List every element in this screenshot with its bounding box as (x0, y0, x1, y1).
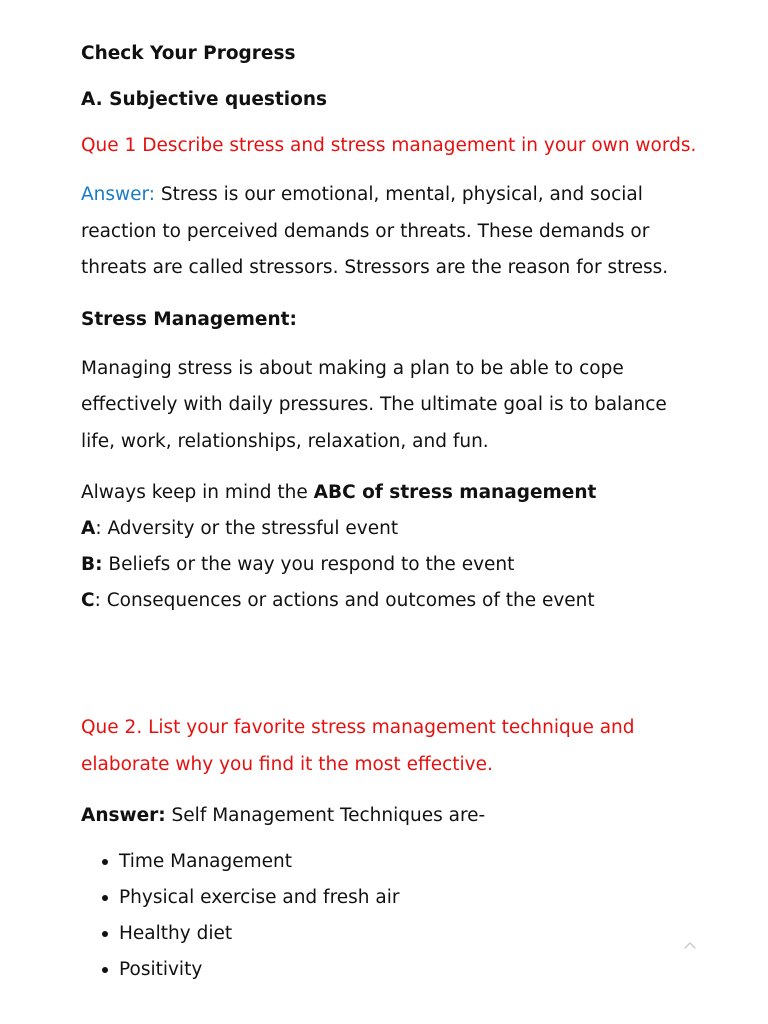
section-heading: A. Subjective questions (81, 89, 328, 110)
chevron-up-icon (683, 938, 697, 952)
answer-2-label: Answer: (81, 805, 166, 826)
abc-sep: : (94, 590, 107, 611)
list-item: Physical exercise and fresh air (119, 885, 701, 911)
answer-1-label: Answer: (81, 184, 156, 205)
answer-2-text: Self Management Techniques are- (165, 805, 486, 826)
list-item: Time Management (119, 849, 701, 875)
abc-text: Adversity or the stressful event (107, 518, 399, 539)
stress-management-heading: Stress Management: (81, 308, 297, 330)
abc-intro-bold: ABC of stress management (313, 482, 597, 503)
techniques-list (81, 849, 701, 983)
spacer (81, 624, 701, 710)
abc-letter: C (81, 590, 95, 611)
abc-intro (81, 480, 701, 506)
abc-letter: B: (81, 554, 103, 575)
document-body (81, 41, 701, 993)
abc-letter: A (81, 518, 96, 539)
abc-sep: : (95, 518, 108, 539)
answer-1-text: Stress is our emotional, mental, physical, and social reaction to perceived demands or threats. These demands or threats are called stressors. Stressors are the reason for stress. (81, 184, 669, 278)
answer-1 (81, 177, 701, 287)
list-item: Positivity (119, 957, 701, 983)
abc-line-c (81, 588, 701, 614)
stress-management-text: Managing stress is about making a plan to be able to cope effectively with daily pressures. The ultimate goal is to balance life, work, relationships, relaxation, and fun. (81, 357, 667, 452)
answer-2 (81, 803, 701, 829)
scroll-to-top-button[interactable] (683, 936, 697, 950)
abc-intro-prefix: Always keep in mind the (81, 482, 314, 503)
list-item: Healthy diet (119, 921, 701, 947)
abc-line-a (81, 516, 701, 542)
abc-line-b (81, 552, 701, 578)
abc-text: Consequences or actions and outcomes of the event (106, 590, 595, 611)
question-1: Que 1 Describe stress and stress management in your own words. (81, 135, 697, 156)
abc-text: Beliefs or the way you respond to the event (108, 554, 515, 575)
question-2: Que 2. List your favorite stress management technique and elaborate why you find it the most effective. (81, 717, 635, 775)
page-title: Check Your Progress (81, 43, 296, 64)
